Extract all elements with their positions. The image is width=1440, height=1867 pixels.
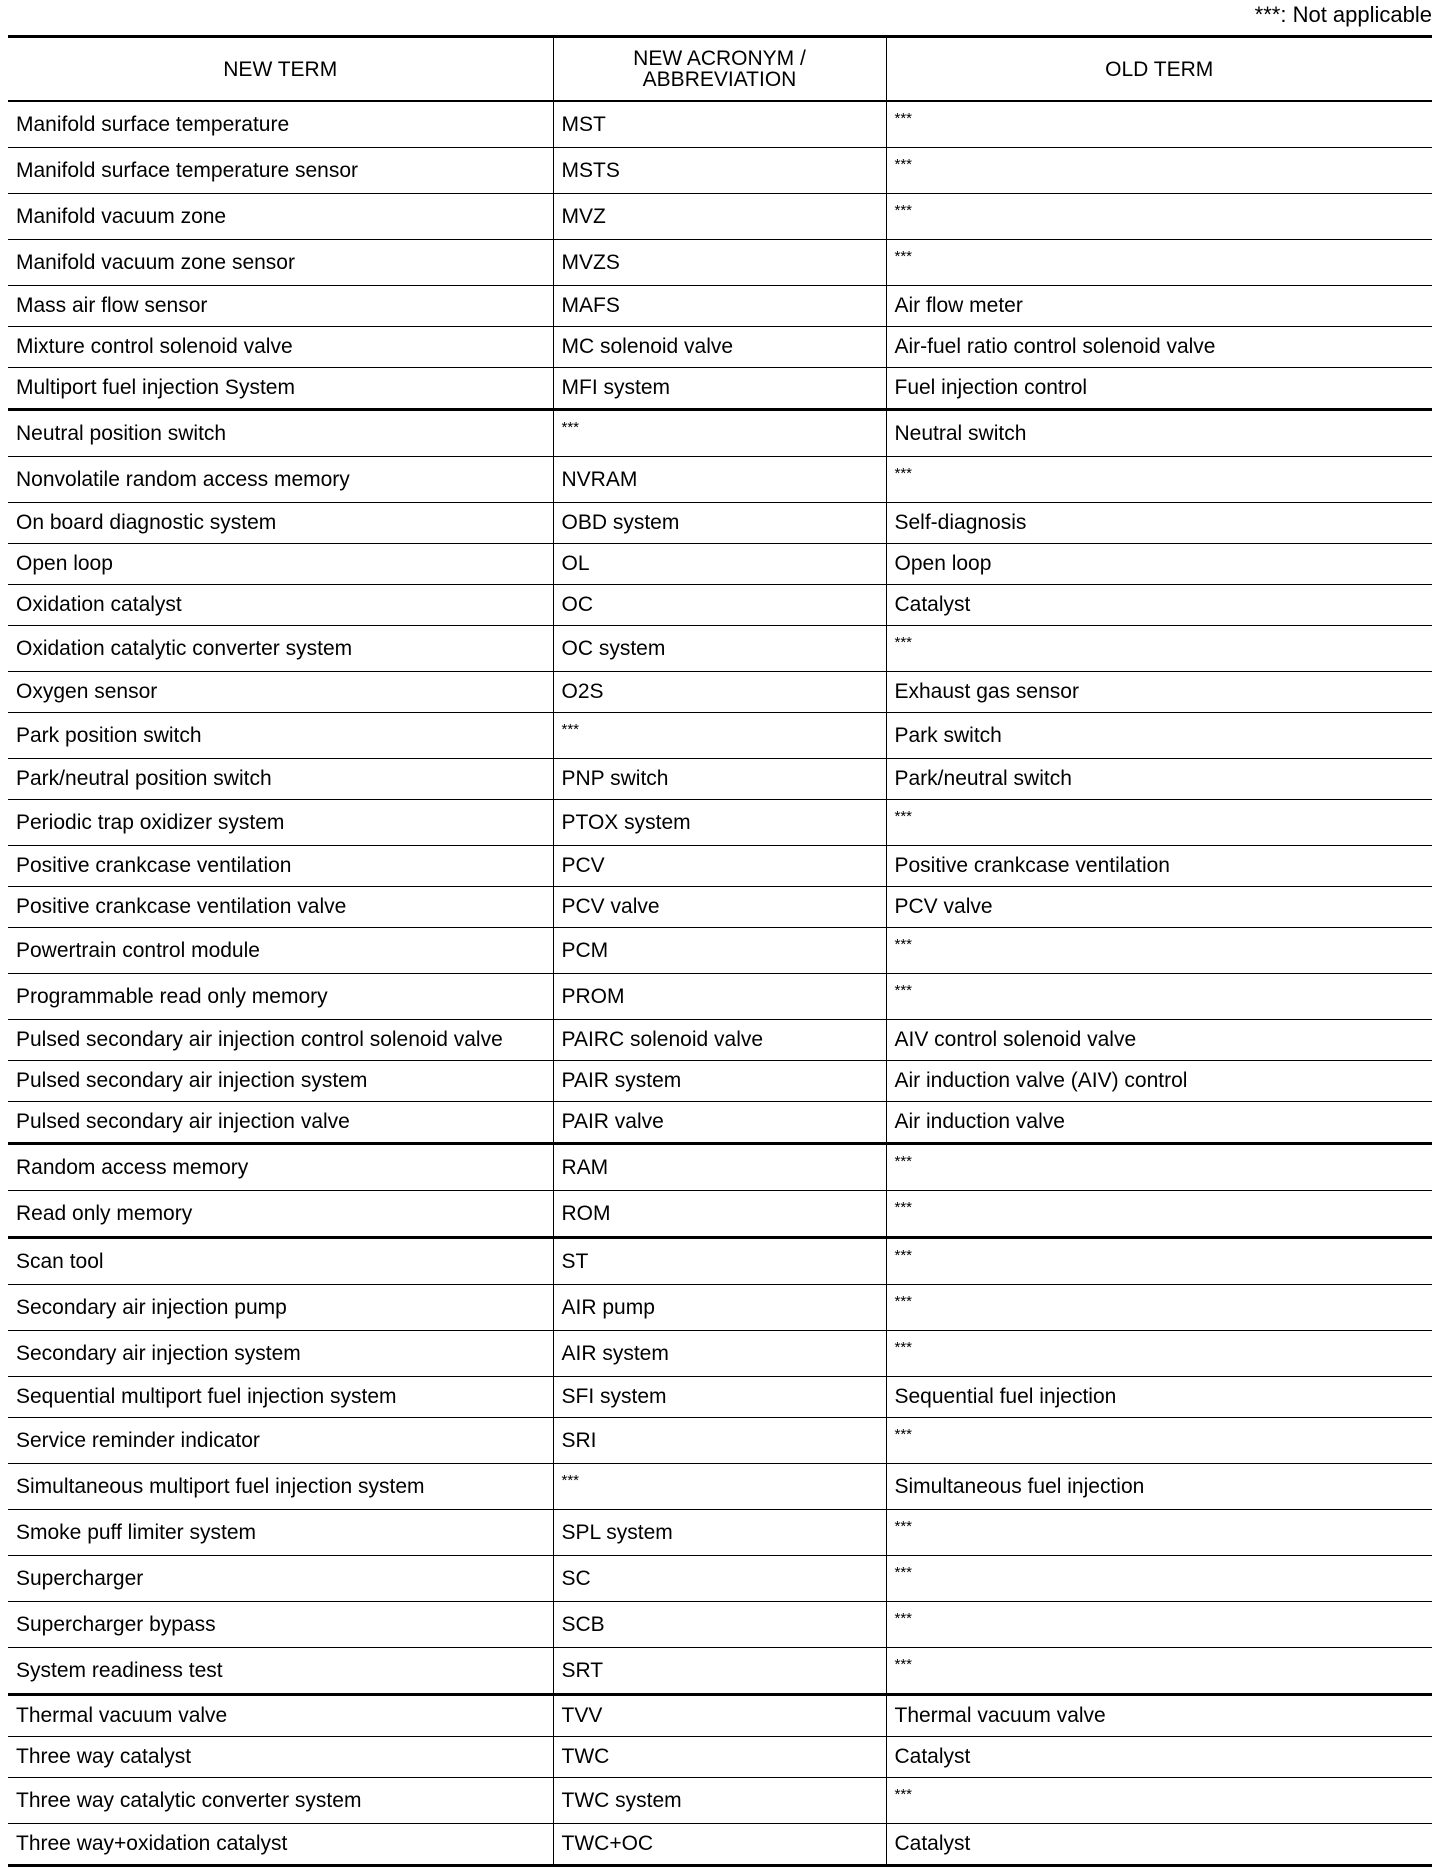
table-row bbox=[8, 1556, 1432, 1602]
table-row bbox=[8, 1464, 1432, 1510]
old-term-cell: *** bbox=[886, 1510, 1432, 1556]
old-term-cell: *** bbox=[886, 1331, 1432, 1377]
acronym-cell: SC bbox=[553, 1556, 886, 1602]
table-row bbox=[8, 1144, 1432, 1191]
new-term-cell: Three way catalyst bbox=[8, 1737, 553, 1778]
acronym-cell: *** bbox=[553, 1464, 886, 1510]
old-term-cell: *** bbox=[886, 1648, 1432, 1695]
acronym-cell: PNP switch bbox=[553, 759, 886, 800]
table-row bbox=[8, 1778, 1432, 1824]
acronym-cell: MVZ bbox=[553, 194, 886, 240]
old-term-cell: *** bbox=[886, 1285, 1432, 1331]
acronym-cell: SFI system bbox=[553, 1377, 886, 1418]
table-row bbox=[8, 1238, 1432, 1285]
table-row bbox=[8, 1824, 1432, 1866]
table-row bbox=[8, 1377, 1432, 1418]
acronym-cell: ST bbox=[553, 1238, 886, 1285]
acronym-cell: PROM bbox=[553, 974, 886, 1020]
old-term-cell: *** bbox=[886, 457, 1432, 503]
table-row bbox=[8, 101, 1432, 148]
table-row bbox=[8, 672, 1432, 713]
table-row bbox=[8, 1020, 1432, 1061]
old-term-cell: *** bbox=[886, 974, 1432, 1020]
table-row bbox=[8, 410, 1432, 457]
acronym-cell: TWC system bbox=[553, 1778, 886, 1824]
acronym-cell: PCV bbox=[553, 846, 886, 887]
new-term-cell: Manifold surface temperature bbox=[8, 101, 553, 148]
new-term-cell: Supercharger bbox=[8, 1556, 553, 1602]
new-term-cell: Sequential multiport fuel injection system bbox=[8, 1377, 553, 1418]
new-term-cell: Park position switch bbox=[8, 713, 553, 759]
new-term-cell: Scan tool bbox=[8, 1238, 553, 1285]
acronym-cell: SPL system bbox=[553, 1510, 886, 1556]
table-row bbox=[8, 713, 1432, 759]
new-term-cell: Powertrain control module bbox=[8, 928, 553, 974]
old-term-cell: *** bbox=[886, 1602, 1432, 1648]
table-row bbox=[8, 1695, 1432, 1737]
acronym-cell: SRI bbox=[553, 1418, 886, 1464]
new-term-cell: Smoke puff limiter system bbox=[8, 1510, 553, 1556]
new-term-cell: Three way catalytic converter system bbox=[8, 1778, 553, 1824]
new-term-cell: Pulsed secondary air injection control solenoid valve bbox=[8, 1020, 553, 1061]
acronym-cell: O2S bbox=[553, 672, 886, 713]
new-term-cell: Open loop bbox=[8, 544, 553, 585]
new-term-cell: Programmable read only memory bbox=[8, 974, 553, 1020]
acronym-cell: NVRAM bbox=[553, 457, 886, 503]
old-term-cell: *** bbox=[886, 240, 1432, 286]
old-term-cell: PCV valve bbox=[886, 887, 1432, 928]
old-term-cell: Exhaust gas sensor bbox=[886, 672, 1432, 713]
header-new-term: NEW TERM bbox=[8, 37, 553, 102]
acronym-cell: AIR pump bbox=[553, 1285, 886, 1331]
not-applicable-note: ***: Not applicable bbox=[1254, 2, 1432, 27]
new-term-cell: Neutral position switch bbox=[8, 410, 553, 457]
acronym-cell: OC system bbox=[553, 626, 886, 672]
new-term-cell: Pulsed secondary air injection system bbox=[8, 1061, 553, 1102]
new-term-cell: Oxidation catalytic converter system bbox=[8, 626, 553, 672]
acronym-cell: OC bbox=[553, 585, 886, 626]
new-term-cell: Service reminder indicator bbox=[8, 1418, 553, 1464]
new-term-cell: Pulsed secondary air injection valve bbox=[8, 1102, 553, 1144]
acronym-cell: PAIR valve bbox=[553, 1102, 886, 1144]
new-term-cell: Multiport fuel injection System bbox=[8, 368, 553, 410]
new-term-cell: Secondary air injection pump bbox=[8, 1285, 553, 1331]
new-term-cell: Thermal vacuum valve bbox=[8, 1695, 553, 1737]
table-row bbox=[8, 1418, 1432, 1464]
new-term-cell: Supercharger bypass bbox=[8, 1602, 553, 1648]
new-term-cell: Manifold surface temperature sensor bbox=[8, 148, 553, 194]
table-row bbox=[8, 1510, 1432, 1556]
terminology-table bbox=[8, 35, 1432, 1867]
new-term-cell: Mixture control solenoid valve bbox=[8, 327, 553, 368]
old-term-cell: Self-diagnosis bbox=[886, 503, 1432, 544]
acronym-cell: OBD system bbox=[553, 503, 886, 544]
old-term-cell: *** bbox=[886, 194, 1432, 240]
acronym-cell: PTOX system bbox=[553, 800, 886, 846]
new-term-cell: Secondary air injection system bbox=[8, 1331, 553, 1377]
new-term-cell: Positive crankcase ventilation bbox=[8, 846, 553, 887]
old-term-cell: *** bbox=[886, 1191, 1432, 1238]
new-term-cell: Manifold vacuum zone bbox=[8, 194, 553, 240]
old-term-cell: Air induction valve bbox=[886, 1102, 1432, 1144]
old-term-cell: *** bbox=[886, 800, 1432, 846]
new-term-cell: Oxygen sensor bbox=[8, 672, 553, 713]
table-row bbox=[8, 585, 1432, 626]
acronym-cell: MST bbox=[553, 101, 886, 148]
old-term-cell: *** bbox=[886, 1418, 1432, 1464]
acronym-cell: PAIRC solenoid valve bbox=[553, 1020, 886, 1061]
old-term-cell: *** bbox=[886, 1144, 1432, 1191]
new-term-cell: System readiness test bbox=[8, 1648, 553, 1695]
acronym-cell: MSTS bbox=[553, 148, 886, 194]
table-row bbox=[8, 1602, 1432, 1648]
acronym-cell: ROM bbox=[553, 1191, 886, 1238]
table-row bbox=[8, 1737, 1432, 1778]
new-term-cell: Mass air flow sensor bbox=[8, 286, 553, 327]
new-term-cell: On board diagnostic system bbox=[8, 503, 553, 544]
old-term-cell: Thermal vacuum valve bbox=[886, 1695, 1432, 1737]
table-row bbox=[8, 1191, 1432, 1238]
table-row bbox=[8, 1331, 1432, 1377]
old-term-cell: AIV control solenoid valve bbox=[886, 1020, 1432, 1061]
new-term-cell: Read only memory bbox=[8, 1191, 553, 1238]
old-term-cell: *** bbox=[886, 1778, 1432, 1824]
old-term-cell: *** bbox=[886, 148, 1432, 194]
table-row bbox=[8, 626, 1432, 672]
acronym-cell: RAM bbox=[553, 1144, 886, 1191]
table-header-row bbox=[8, 37, 1432, 102]
table-row bbox=[8, 240, 1432, 286]
old-term-cell: Sequential fuel injection bbox=[886, 1377, 1432, 1418]
table-row bbox=[8, 974, 1432, 1020]
acronym-cell: PCV valve bbox=[553, 887, 886, 928]
old-term-cell: Park/neutral switch bbox=[886, 759, 1432, 800]
table-row bbox=[8, 1102, 1432, 1144]
old-term-cell: Catalyst bbox=[886, 1737, 1432, 1778]
new-term-cell: Oxidation catalyst bbox=[8, 585, 553, 626]
old-term-cell: Air induction valve (AIV) control bbox=[886, 1061, 1432, 1102]
new-term-cell: Random access memory bbox=[8, 1144, 553, 1191]
table-row bbox=[8, 544, 1432, 585]
header-new-acronym: NEW ACRONYM / ABBREVIATION bbox=[553, 37, 886, 102]
acronym-cell: MAFS bbox=[553, 286, 886, 327]
table-row bbox=[8, 887, 1432, 928]
table-row bbox=[8, 457, 1432, 503]
old-term-cell: *** bbox=[886, 101, 1432, 148]
table-row bbox=[8, 759, 1432, 800]
header-old-term: OLD TERM bbox=[886, 37, 1432, 102]
new-term-cell: Periodic trap oxidizer system bbox=[8, 800, 553, 846]
new-term-cell: Park/neutral position switch bbox=[8, 759, 553, 800]
acronym-cell: *** bbox=[553, 713, 886, 759]
table-row bbox=[8, 928, 1432, 974]
old-term-cell: Positive crankcase ventilation bbox=[886, 846, 1432, 887]
old-term-cell: Catalyst bbox=[886, 585, 1432, 626]
table-row bbox=[8, 503, 1432, 544]
table-row bbox=[8, 194, 1432, 240]
acronym-cell: PCM bbox=[553, 928, 886, 974]
new-term-cell: Simultaneous multiport fuel injection system bbox=[8, 1464, 553, 1510]
old-term-cell: Catalyst bbox=[886, 1824, 1432, 1866]
new-term-cell: Nonvolatile random access memory bbox=[8, 457, 553, 503]
old-term-cell: *** bbox=[886, 1238, 1432, 1285]
old-term-cell: Simultaneous fuel injection bbox=[886, 1464, 1432, 1510]
table-row bbox=[8, 1285, 1432, 1331]
table-row bbox=[8, 148, 1432, 194]
old-term-cell: Air-fuel ratio control solenoid valve bbox=[886, 327, 1432, 368]
new-term-cell: Manifold vacuum zone sensor bbox=[8, 240, 553, 286]
old-term-cell: Fuel injection control bbox=[886, 368, 1432, 410]
old-term-cell: Air flow meter bbox=[886, 286, 1432, 327]
acronym-cell: MFI system bbox=[553, 368, 886, 410]
table-row bbox=[8, 800, 1432, 846]
acronym-cell: TWC bbox=[553, 1737, 886, 1778]
old-term-cell: Open loop bbox=[886, 544, 1432, 585]
table-row bbox=[8, 368, 1432, 410]
table-row bbox=[8, 286, 1432, 327]
old-term-cell: Neutral switch bbox=[886, 410, 1432, 457]
old-term-cell: *** bbox=[886, 626, 1432, 672]
acronym-cell: TVV bbox=[553, 1695, 886, 1737]
acronym-cell: MVZS bbox=[553, 240, 886, 286]
table-row bbox=[8, 1648, 1432, 1695]
table-row bbox=[8, 846, 1432, 887]
table-row bbox=[8, 327, 1432, 368]
acronym-cell: SCB bbox=[553, 1602, 886, 1648]
acronym-cell: OL bbox=[553, 544, 886, 585]
acronym-cell: AIR system bbox=[553, 1331, 886, 1377]
new-term-cell: Positive crankcase ventilation valve bbox=[8, 887, 553, 928]
old-term-cell: *** bbox=[886, 928, 1432, 974]
acronym-cell: PAIR system bbox=[553, 1061, 886, 1102]
acronym-cell: TWC+OC bbox=[553, 1824, 886, 1866]
acronym-cell: MC solenoid valve bbox=[553, 327, 886, 368]
old-term-cell: *** bbox=[886, 1556, 1432, 1602]
acronym-cell: SRT bbox=[553, 1648, 886, 1695]
old-term-cell: Park switch bbox=[886, 713, 1432, 759]
new-term-cell: Three way+oxidation catalyst bbox=[8, 1824, 553, 1866]
acronym-cell: *** bbox=[553, 410, 886, 457]
table-row bbox=[8, 1061, 1432, 1102]
